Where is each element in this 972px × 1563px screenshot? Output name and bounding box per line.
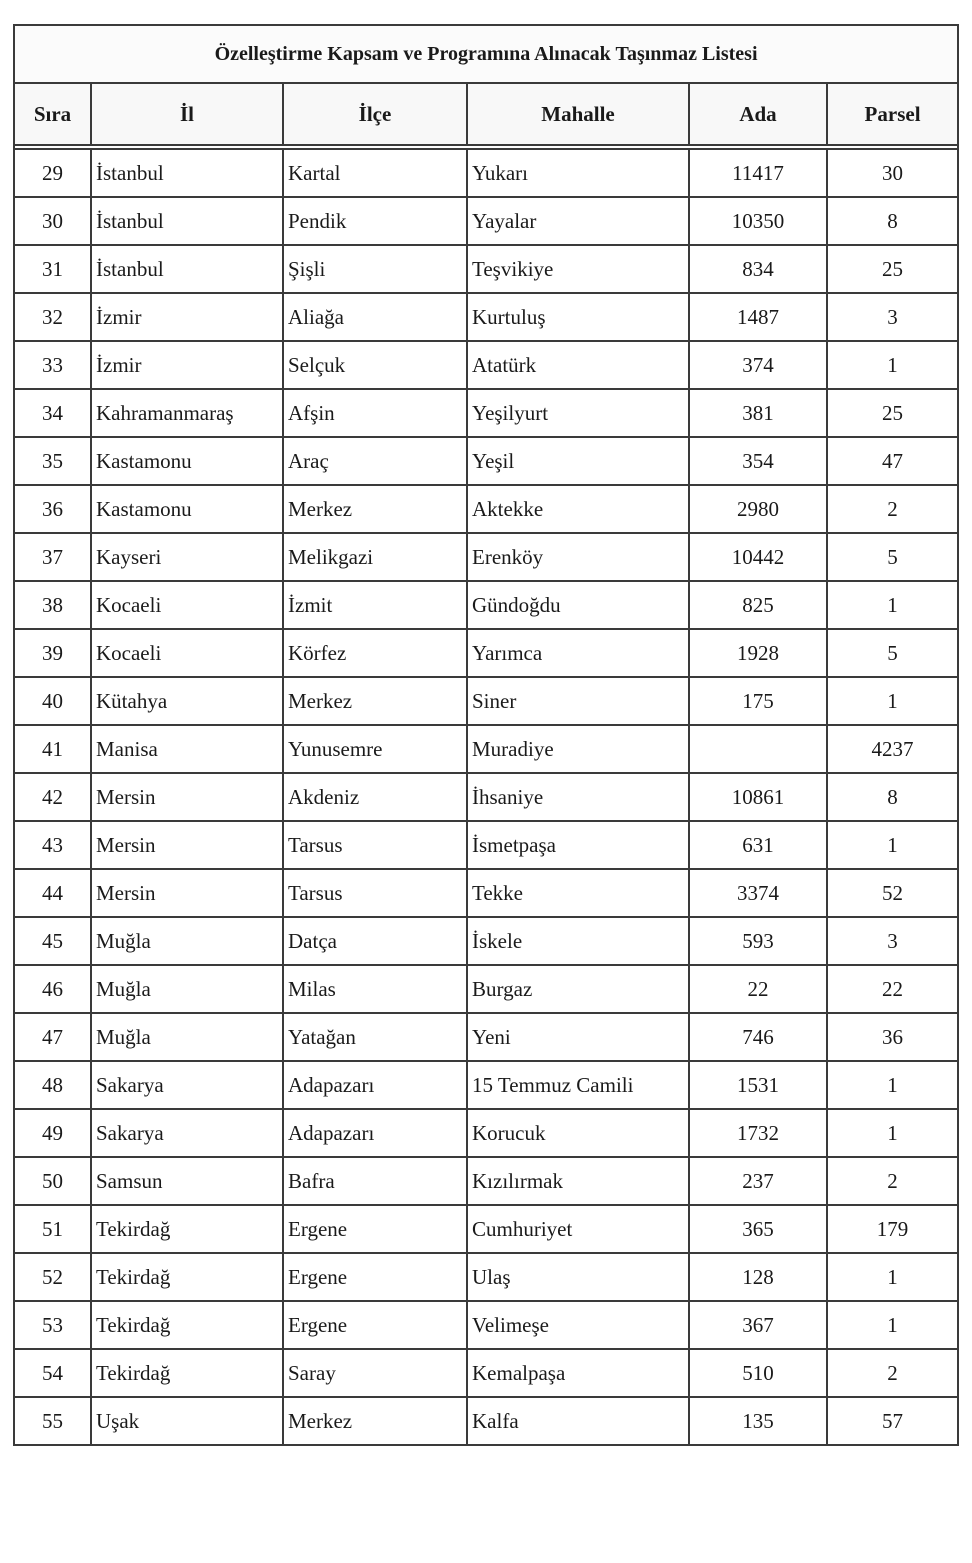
cell-parsel: 1 bbox=[827, 1061, 958, 1109]
cell-sira: 40 bbox=[14, 677, 91, 725]
cell-parsel: 1 bbox=[827, 1301, 958, 1349]
table-row bbox=[14, 1397, 958, 1445]
cell-il: Uşak bbox=[91, 1397, 283, 1445]
table-row bbox=[14, 869, 958, 917]
cell-mahalle: Yarımca bbox=[467, 629, 689, 677]
cell-ilce: Ergene bbox=[283, 1205, 467, 1253]
cell-il: Kahramanmaraş bbox=[91, 389, 283, 437]
cell-ilce: Selçuk bbox=[283, 341, 467, 389]
cell-mahalle: Yayalar bbox=[467, 197, 689, 245]
cell-il: Samsun bbox=[91, 1157, 283, 1205]
cell-ada: 3374 bbox=[689, 869, 827, 917]
cell-sira: 55 bbox=[14, 1397, 91, 1445]
cell-sira: 50 bbox=[14, 1157, 91, 1205]
cell-mahalle: Velimeşe bbox=[467, 1301, 689, 1349]
cell-il: Muğla bbox=[91, 1013, 283, 1061]
cell-parsel: 1 bbox=[827, 1109, 958, 1157]
cell-ada: 1928 bbox=[689, 629, 827, 677]
cell-ada: 10442 bbox=[689, 533, 827, 581]
cell-ilce: Datça bbox=[283, 917, 467, 965]
cell-parsel: 36 bbox=[827, 1013, 958, 1061]
document-sheet bbox=[13, 24, 957, 1446]
cell-ada: 1732 bbox=[689, 1109, 827, 1157]
cell-ilce: Saray bbox=[283, 1349, 467, 1397]
cell-sira: 32 bbox=[14, 293, 91, 341]
cell-ilce: Araç bbox=[283, 437, 467, 485]
cell-il: Kastamonu bbox=[91, 437, 283, 485]
column-header-ada: Ada bbox=[689, 83, 827, 145]
table-row bbox=[14, 917, 958, 965]
cell-il: Kütahya bbox=[91, 677, 283, 725]
column-header-sira: Sıra bbox=[14, 83, 91, 145]
cell-parsel: 3 bbox=[827, 917, 958, 965]
cell-sira: 54 bbox=[14, 1349, 91, 1397]
cell-parsel: 8 bbox=[827, 197, 958, 245]
cell-ilce: Şişli bbox=[283, 245, 467, 293]
table-row bbox=[14, 149, 958, 197]
table-row bbox=[14, 1157, 958, 1205]
cell-sira: 46 bbox=[14, 965, 91, 1013]
cell-sira: 45 bbox=[14, 917, 91, 965]
table-row bbox=[14, 341, 958, 389]
cell-sira: 49 bbox=[14, 1109, 91, 1157]
cell-il: Kocaeli bbox=[91, 581, 283, 629]
cell-ada: 128 bbox=[689, 1253, 827, 1301]
cell-sira: 30 bbox=[14, 197, 91, 245]
cell-ilce: Bafra bbox=[283, 1157, 467, 1205]
cell-mahalle: Siner bbox=[467, 677, 689, 725]
cell-il: Mersin bbox=[91, 869, 283, 917]
cell-sira: 44 bbox=[14, 869, 91, 917]
cell-parsel: 47 bbox=[827, 437, 958, 485]
table-row bbox=[14, 389, 958, 437]
table-row bbox=[14, 965, 958, 1013]
cell-ilce: Merkez bbox=[283, 485, 467, 533]
table-row bbox=[14, 1205, 958, 1253]
cell-ada: 10350 bbox=[689, 197, 827, 245]
column-header-mahalle: Mahalle bbox=[467, 83, 689, 145]
cell-mahalle: Yeşilyurt bbox=[467, 389, 689, 437]
cell-il: Tekirdağ bbox=[91, 1301, 283, 1349]
cell-parsel: 2 bbox=[827, 1157, 958, 1205]
cell-ada: 175 bbox=[689, 677, 827, 725]
cell-ada: 22 bbox=[689, 965, 827, 1013]
cell-parsel: 25 bbox=[827, 245, 958, 293]
cell-mahalle: Teşvikiye bbox=[467, 245, 689, 293]
cell-sira: 52 bbox=[14, 1253, 91, 1301]
cell-ada: 374 bbox=[689, 341, 827, 389]
cell-ilce: Pendik bbox=[283, 197, 467, 245]
cell-mahalle: İhsaniye bbox=[467, 773, 689, 821]
cell-parsel: 5 bbox=[827, 533, 958, 581]
cell-ada: 10861 bbox=[689, 773, 827, 821]
cell-mahalle: Yeni bbox=[467, 1013, 689, 1061]
cell-sira: 38 bbox=[14, 581, 91, 629]
table-row bbox=[14, 725, 958, 773]
cell-mahalle: Burgaz bbox=[467, 965, 689, 1013]
cell-mahalle: Yeşil bbox=[467, 437, 689, 485]
table-row bbox=[14, 485, 958, 533]
cell-il: Muğla bbox=[91, 917, 283, 965]
cell-ada: 354 bbox=[689, 437, 827, 485]
cell-mahalle: Tekke bbox=[467, 869, 689, 917]
cell-mahalle: Cumhuriyet bbox=[467, 1205, 689, 1253]
cell-sira: 36 bbox=[14, 485, 91, 533]
column-header-il: İl bbox=[91, 83, 283, 145]
cell-il: İstanbul bbox=[91, 245, 283, 293]
cell-ada: 631 bbox=[689, 821, 827, 869]
table-row bbox=[14, 533, 958, 581]
cell-il: Tekirdağ bbox=[91, 1253, 283, 1301]
cell-sira: 41 bbox=[14, 725, 91, 773]
cell-parsel: 30 bbox=[827, 149, 958, 197]
cell-sira: 39 bbox=[14, 629, 91, 677]
table-row bbox=[14, 1349, 958, 1397]
cell-parsel: 57 bbox=[827, 1397, 958, 1445]
cell-il: Tekirdağ bbox=[91, 1349, 283, 1397]
cell-il: Kayseri bbox=[91, 533, 283, 581]
cell-sira: 48 bbox=[14, 1061, 91, 1109]
cell-ilce: Merkez bbox=[283, 1397, 467, 1445]
cell-il: Tekirdağ bbox=[91, 1205, 283, 1253]
table-row bbox=[14, 677, 958, 725]
cell-ilce: Adapazarı bbox=[283, 1061, 467, 1109]
cell-il: İzmir bbox=[91, 341, 283, 389]
cell-sira: 35 bbox=[14, 437, 91, 485]
cell-mahalle: Gündoğdu bbox=[467, 581, 689, 629]
table-row bbox=[14, 773, 958, 821]
cell-mahalle: İskele bbox=[467, 917, 689, 965]
cell-parsel: 2 bbox=[827, 1349, 958, 1397]
cell-ilce: Akdeniz bbox=[283, 773, 467, 821]
table-row bbox=[14, 437, 958, 485]
cell-mahalle: Kemalpaşa bbox=[467, 1349, 689, 1397]
cell-parsel: 25 bbox=[827, 389, 958, 437]
cell-ada: 1487 bbox=[689, 293, 827, 341]
table-row bbox=[14, 1061, 958, 1109]
cell-il: Mersin bbox=[91, 821, 283, 869]
table-row bbox=[14, 245, 958, 293]
property-table bbox=[13, 24, 959, 1446]
table-row bbox=[14, 293, 958, 341]
table-title: Özelleştirme Kapsam ve Programına Alınacak Taşınmaz Listesi bbox=[14, 25, 958, 83]
cell-mahalle: Korucuk bbox=[467, 1109, 689, 1157]
cell-il: Sakarya bbox=[91, 1109, 283, 1157]
cell-mahalle: İsmetpaşa bbox=[467, 821, 689, 869]
cell-sira: 34 bbox=[14, 389, 91, 437]
cell-il: İstanbul bbox=[91, 149, 283, 197]
cell-sira: 53 bbox=[14, 1301, 91, 1349]
cell-parsel: 1 bbox=[827, 581, 958, 629]
table-row bbox=[14, 821, 958, 869]
cell-il: Manisa bbox=[91, 725, 283, 773]
cell-ilce: Afşin bbox=[283, 389, 467, 437]
cell-il: Mersin bbox=[91, 773, 283, 821]
column-header-ilce: İlçe bbox=[283, 83, 467, 145]
cell-ilce: Milas bbox=[283, 965, 467, 1013]
cell-il: Kocaeli bbox=[91, 629, 283, 677]
cell-ada bbox=[689, 725, 827, 773]
table-row bbox=[14, 629, 958, 677]
cell-ilce: Melikgazi bbox=[283, 533, 467, 581]
cell-mahalle: Erenköy bbox=[467, 533, 689, 581]
cell-sira: 51 bbox=[14, 1205, 91, 1253]
table-row bbox=[14, 1301, 958, 1349]
cell-ada: 381 bbox=[689, 389, 827, 437]
cell-ada: 2980 bbox=[689, 485, 827, 533]
table-row bbox=[14, 1109, 958, 1157]
cell-parsel: 22 bbox=[827, 965, 958, 1013]
cell-sira: 31 bbox=[14, 245, 91, 293]
cell-sira: 47 bbox=[14, 1013, 91, 1061]
cell-sira: 43 bbox=[14, 821, 91, 869]
cell-ilce: Aliağa bbox=[283, 293, 467, 341]
cell-mahalle: Atatürk bbox=[467, 341, 689, 389]
cell-mahalle: Aktekke bbox=[467, 485, 689, 533]
cell-sira: 33 bbox=[14, 341, 91, 389]
cell-ada: 1531 bbox=[689, 1061, 827, 1109]
cell-il: Sakarya bbox=[91, 1061, 283, 1109]
cell-ada: 135 bbox=[689, 1397, 827, 1445]
cell-ada: 11417 bbox=[689, 149, 827, 197]
cell-mahalle: Kızılırmak bbox=[467, 1157, 689, 1205]
cell-parsel: 1 bbox=[827, 1253, 958, 1301]
cell-ilce: Tarsus bbox=[283, 869, 467, 917]
cell-parsel: 1 bbox=[827, 677, 958, 725]
cell-ilce: Yatağan bbox=[283, 1013, 467, 1061]
cell-ada: 510 bbox=[689, 1349, 827, 1397]
cell-parsel: 8 bbox=[827, 773, 958, 821]
cell-mahalle: Kurtuluş bbox=[467, 293, 689, 341]
header-row bbox=[14, 83, 958, 145]
cell-ilce: Kartal bbox=[283, 149, 467, 197]
cell-ilce: Ergene bbox=[283, 1253, 467, 1301]
column-header-parsel: Parsel bbox=[827, 83, 958, 145]
cell-sira: 29 bbox=[14, 149, 91, 197]
cell-sira: 42 bbox=[14, 773, 91, 821]
cell-parsel: 1 bbox=[827, 341, 958, 389]
cell-parsel: 3 bbox=[827, 293, 958, 341]
cell-parsel: 179 bbox=[827, 1205, 958, 1253]
table-row bbox=[14, 581, 958, 629]
cell-il: Kastamonu bbox=[91, 485, 283, 533]
cell-ilce: Merkez bbox=[283, 677, 467, 725]
cell-il: İstanbul bbox=[91, 197, 283, 245]
table-row bbox=[14, 1013, 958, 1061]
cell-ilce: Tarsus bbox=[283, 821, 467, 869]
cell-ada: 365 bbox=[689, 1205, 827, 1253]
cell-parsel: 4237 bbox=[827, 725, 958, 773]
cell-ilce: Körfez bbox=[283, 629, 467, 677]
cell-ada: 367 bbox=[689, 1301, 827, 1349]
title-row bbox=[14, 25, 958, 83]
cell-ilce: Yunusemre bbox=[283, 725, 467, 773]
cell-il: İzmir bbox=[91, 293, 283, 341]
cell-parsel: 5 bbox=[827, 629, 958, 677]
cell-ilce: Adapazarı bbox=[283, 1109, 467, 1157]
cell-ilce: Ergene bbox=[283, 1301, 467, 1349]
cell-parsel: 1 bbox=[827, 821, 958, 869]
cell-ada: 593 bbox=[689, 917, 827, 965]
cell-il: Muğla bbox=[91, 965, 283, 1013]
cell-mahalle: Muradiye bbox=[467, 725, 689, 773]
cell-ada: 746 bbox=[689, 1013, 827, 1061]
table-body bbox=[14, 149, 958, 1445]
cell-ada: 834 bbox=[689, 245, 827, 293]
cell-sira: 37 bbox=[14, 533, 91, 581]
table-row bbox=[14, 1253, 958, 1301]
cell-ilce: İzmit bbox=[283, 581, 467, 629]
cell-mahalle: Ulaş bbox=[467, 1253, 689, 1301]
table-row bbox=[14, 197, 958, 245]
cell-ada: 237 bbox=[689, 1157, 827, 1205]
cell-mahalle: Yukarı bbox=[467, 149, 689, 197]
cell-mahalle: 15 Temmuz Camili bbox=[467, 1061, 689, 1109]
cell-parsel: 2 bbox=[827, 485, 958, 533]
cell-ada: 825 bbox=[689, 581, 827, 629]
cell-mahalle: Kalfa bbox=[467, 1397, 689, 1445]
cell-parsel: 52 bbox=[827, 869, 958, 917]
